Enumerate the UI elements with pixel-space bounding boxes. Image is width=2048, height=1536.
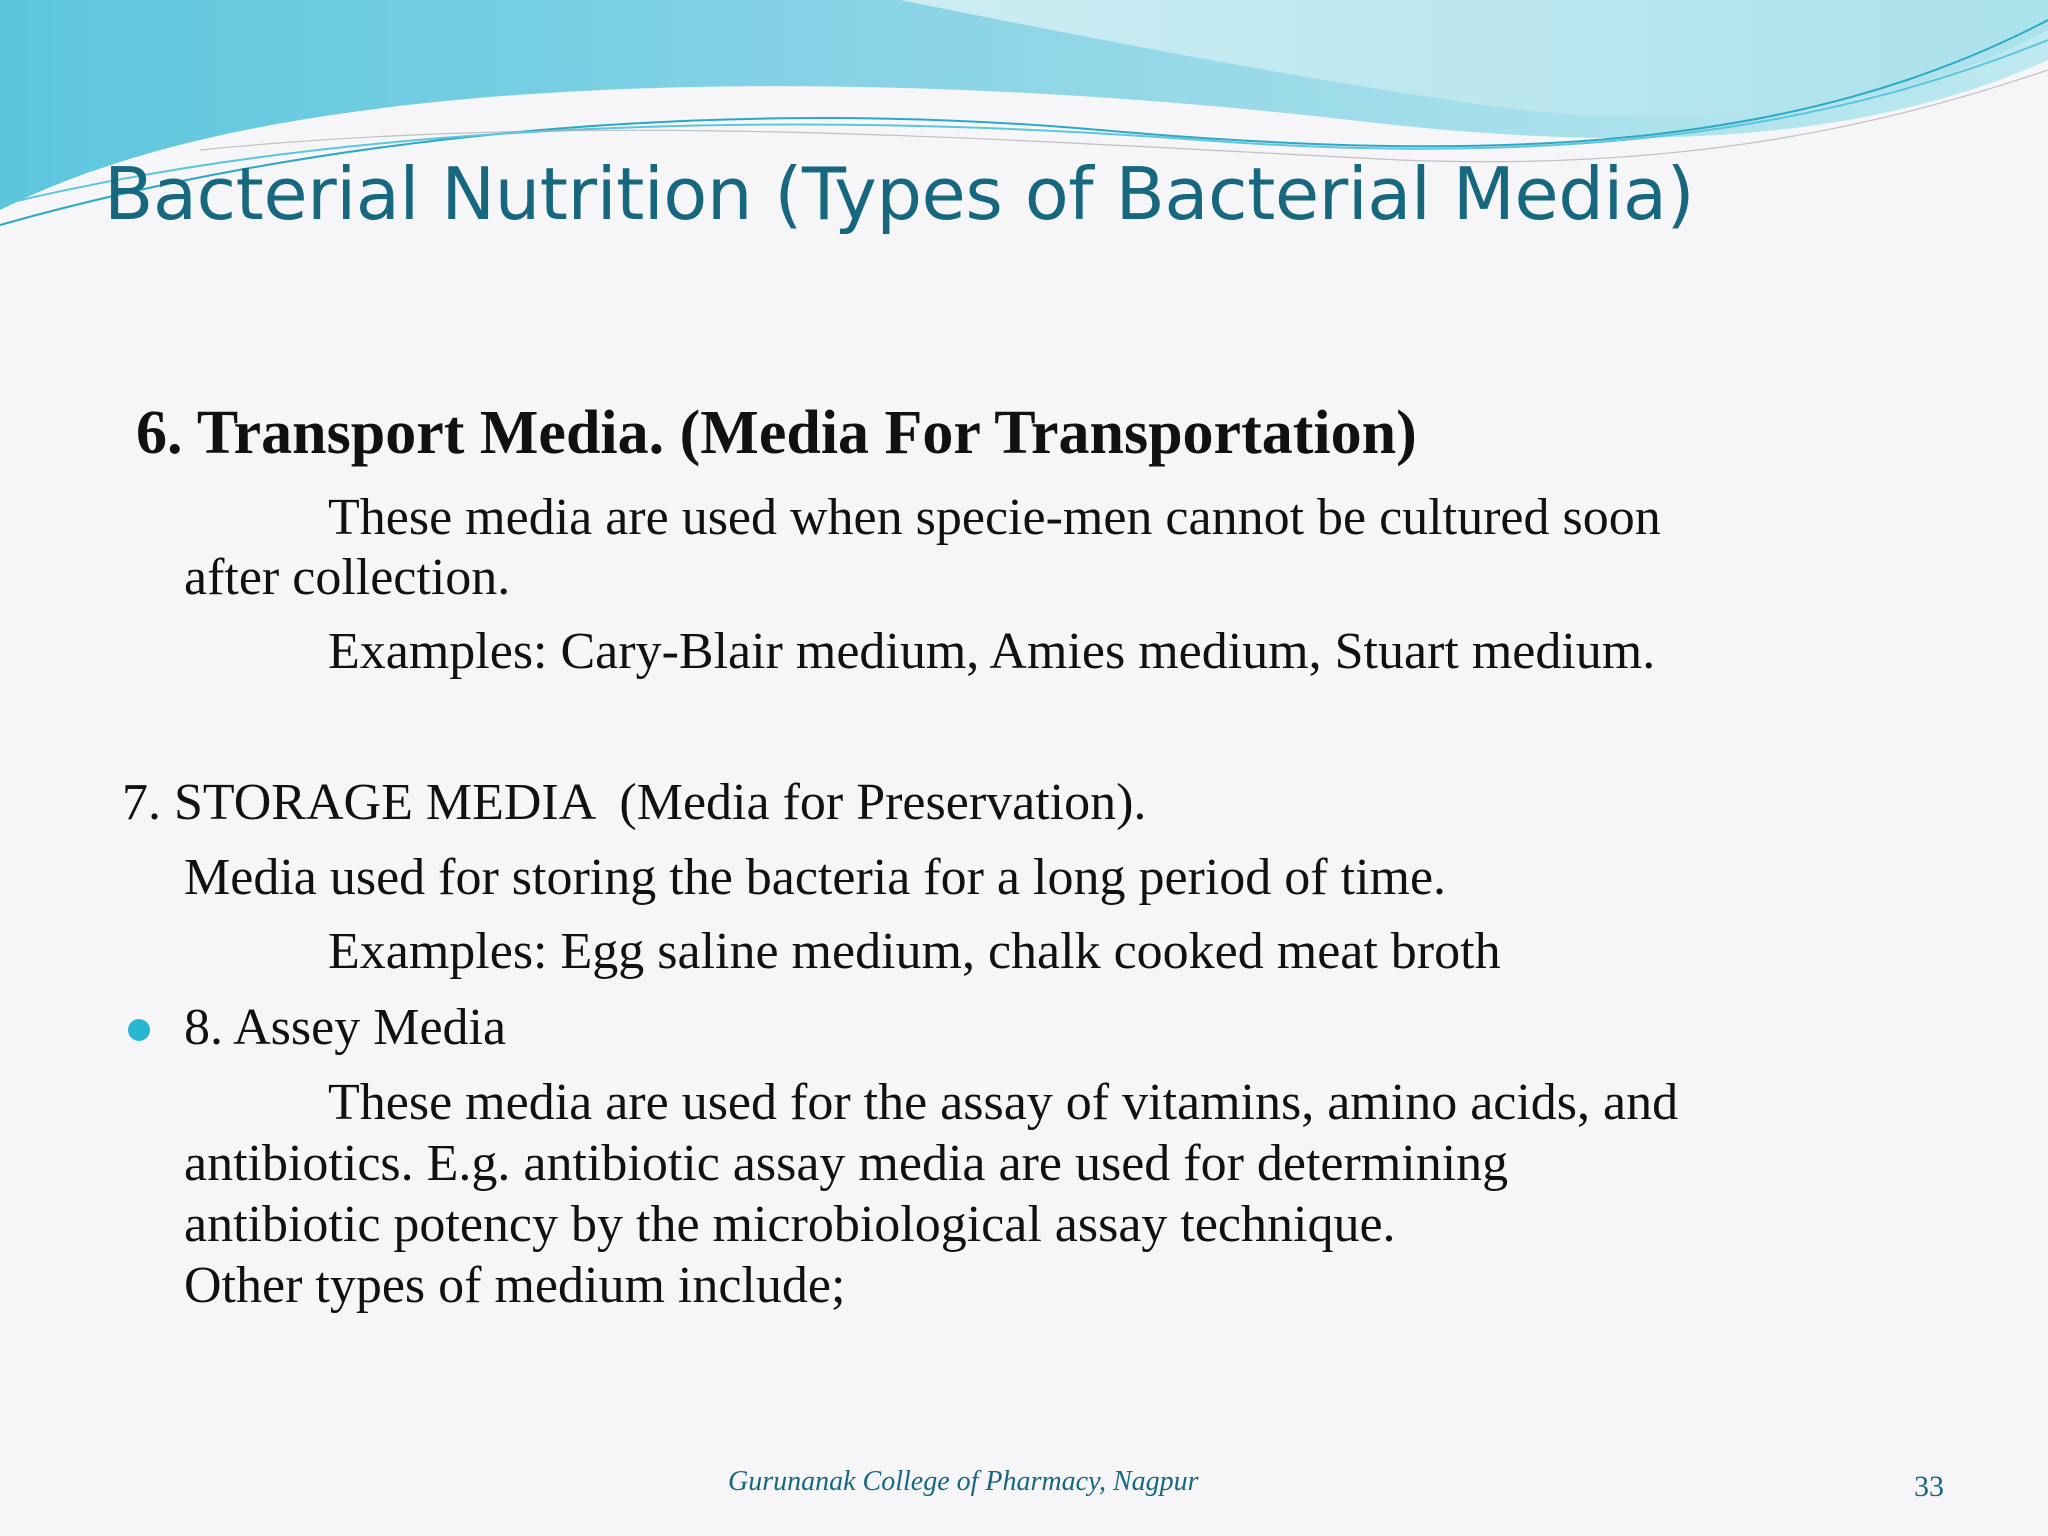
storage-media-desc: Media used for storing the bacteria for a long period of time.: [184, 849, 1447, 906]
bullet-dot-icon: [128, 1019, 150, 1041]
storage-media-heading: 7. STORAGE MEDIA (Media for Preservation).: [122, 774, 1147, 831]
assay-media-desc-line4: Other types of medium include;: [184, 1257, 846, 1314]
assay-media-desc-line3: antibiotic potency by the microbiological assay technique.: [184, 1196, 1396, 1253]
assay-media-desc-line2: antibiotics. E.g. antibiotic assay media are used for determining: [184, 1135, 1509, 1192]
assay-media-heading: 8. Assey Media: [184, 999, 507, 1056]
assay-media-desc-line1: These media are used for the assay of vitamins, amino acids, and: [328, 1074, 1679, 1131]
transport-media-heading: 6. Transport Media. (Media For Transportation): [136, 399, 1417, 467]
slide-title: Bacterial Nutrition (Types of Bacterial Media): [104, 152, 1695, 236]
transport-media-desc-line1: These media are used when specie-men cannot be cultured soon: [328, 489, 1661, 546]
page-number: 33: [1914, 1470, 1944, 1503]
footer-institution: Gurunanak College of Pharmacy, Nagpur: [728, 1466, 1199, 1497]
transport-media-desc-line2: after collection.: [184, 549, 511, 606]
storage-media-examples: Examples: Egg saline medium, chalk cooked meat broth: [328, 923, 1501, 980]
transport-media-examples: Examples: Cary-Blair medium, Amies medium, Stuart medium.: [328, 623, 1656, 680]
